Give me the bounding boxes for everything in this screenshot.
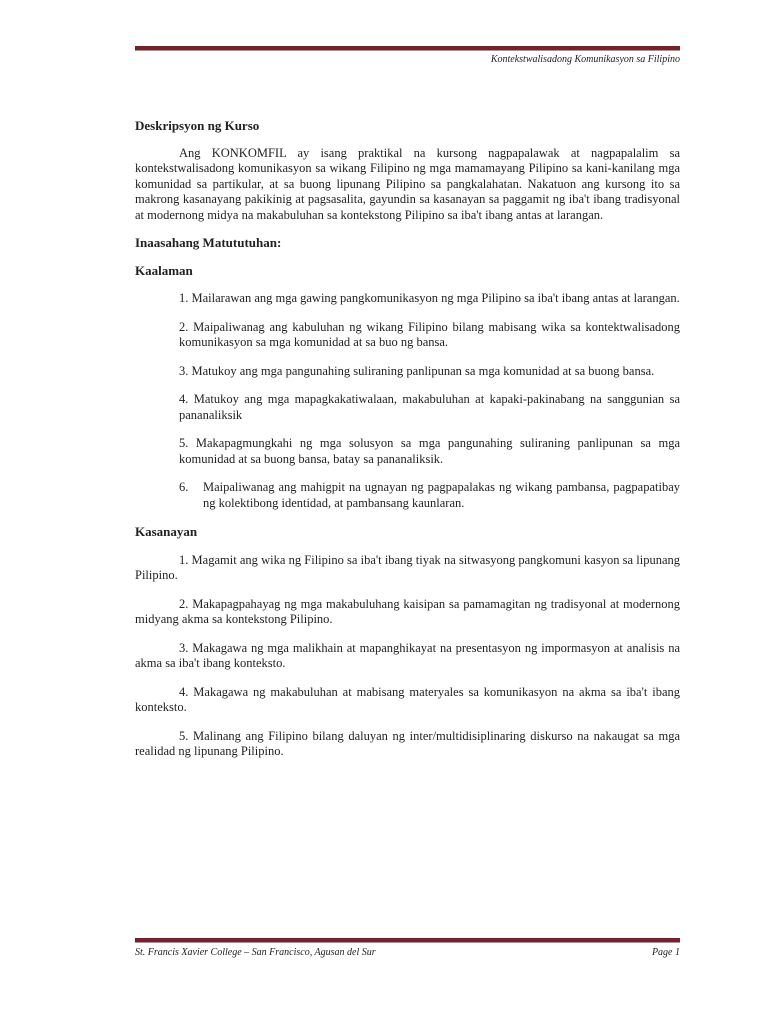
section-heading-deskripsyon: Deskripsyon ng Kurso — [135, 118, 260, 133]
item-text: Maipaliwanag ang mahigpit na ugnayan ng pagpapalakas ng wikang pambansa, pagpapatibay ng kolektibong identidad, at pambansang kaunlaran. — [203, 480, 680, 510]
kaalaman-item: 2. Maipaliwanag ang kabuluhan ng wikang Filipino bilang mabisang wika sa kontektwalisadong komunikasyon sa mga komunidad at sa buo ng bansa. — [179, 319, 680, 349]
page-number: Page 1 — [651, 947, 680, 958]
kaalaman-item: 1. Mailarawan ang mga gawing pangkomunikasyon ng mga Pilipino sa iba't ibang antas at larangan. — [179, 291, 680, 305]
kasanayan-item: 1. Magamit ang wika ng Filipino sa iba't ibang tiyak na sitwasyong pangkomuni kasyon sa lipunang Pilipino. — [135, 552, 680, 582]
running-header: Kontekstwalisadong Komunikasyon sa Filipino — [490, 54, 680, 65]
footer-rule — [135, 938, 680, 943]
kasanayan-item: 3. Makagawa ng mga malikhain at mapanghikayat na presentasyon ng impormasyon at analisis na akma sa iba't ibang konteksto. — [135, 640, 680, 670]
section-heading-inaasahan: Inaasahang Matututuhan: — [135, 235, 282, 250]
header-rule — [135, 46, 680, 51]
kaalaman-item: 3. Matukoy ang mga pangunahing suliraning panlipunan sa mga komunidad at sa buong bansa. — [179, 363, 655, 378]
kasanayan-item: 5. Malinang ang Filipino bilang daluyan ng inter/multidisiplinaring diskurso na nakaugat sa mga realidad ng lipunang Pilipino. — [135, 728, 680, 758]
item-number: 6. — [179, 480, 189, 494]
kaalaman-item: 4. Matukoy ang mga mapagkakatiwalaan, makabuluhan at kapaki-pakinabang na sanggunian sa pananaliksik — [179, 392, 680, 422]
document-body — [135, 118, 680, 760]
kaalaman-item: 5. Makapagmungkahi ng mga solusyon sa mga pangunahing suliraning panlipunan sa mga komunidad at sa buong bansa, batay sa pananaliksik. — [179, 436, 680, 466]
kasanayan-item: 4. Makagawa ng makabuluhan at mabisang materyales sa komunikasyon na akma sa iba't ibang konteksto. — [135, 684, 680, 714]
section-heading-kasanayan: Kasanayan — [135, 524, 198, 539]
kasanayan-item: 2. Makapagpahayag ng mga makabuluhang kaisipan sa pamamagitan ng tradisyonal at modernong midyang akma sa kontekstong Pilipino. — [135, 596, 680, 626]
footer-institution: St. Francis Xavier College – San Francisco, Agusan del Sur — [135, 947, 376, 958]
kaalaman-item — [135, 480, 680, 511]
section-heading-kaalaman: Kaalaman — [135, 262, 193, 278]
course-description: Ang KONKOMFIL ay isang praktikal na kursong nagpapalawak at nagpapalalim sa kontekstwalisadong komunikasyon sa wikang Filipino ng mga mamamayang Pilipino sa kani-kanilang mga komunidad sa partikular, at sa buong lipunang Pilipino sa pangkalahatan. Nakatuon ang kursong ito sa makrong kasanayang pakikinig at pagsasalita, gayundin sa kasanayan sa paggamit ng iba't ibang tradisyonal at modernong midya na makabuluhan sa kontekstong Pilipino sa iba't ibang antas at larangan. — [135, 145, 680, 222]
